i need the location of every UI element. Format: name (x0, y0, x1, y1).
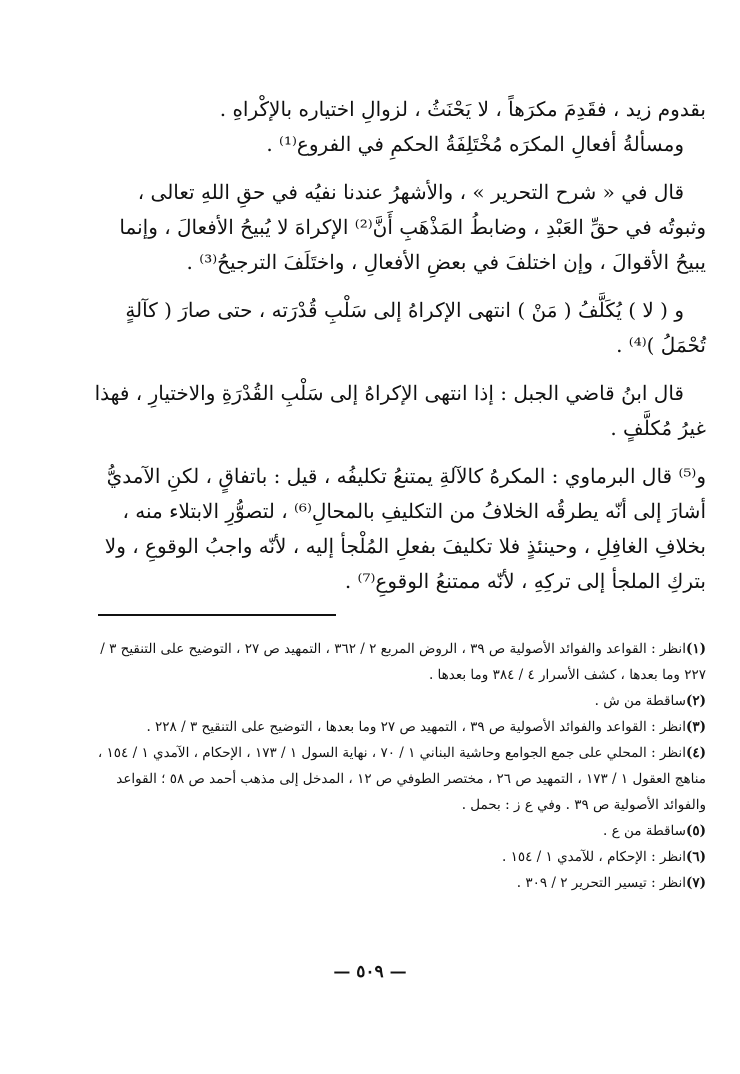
footnote-text: انظر : القواعد والفوائد الأصولية ص ٣٩ ، الروض المربع ٢ / ٣٦٢ ، التمهيد ص ٢٧ ، التوضيح على التنقيح ٣ / ٢٢٧ وما بعدها ، كشف الأسرار ٤ / ٣٨٤ وما بعدها . (100, 641, 706, 683)
footnote-text: انظر : المحلي على جمع الجوامع وحاشية البناني ١ / ٧٠ ، نهاية السول ١ / ١٧٣ ، الإحكام ، الآمدي ١ / ١٥٤ ، مناهج العقول ١ / ١٧٣ ، التمهيد ص ٢٦ ، مختصر الطوفي ص ١٢ ، المدخل إلى مذهب أحمد ص ٥٨ ؛ القواعد والفوائد الأصولية ص ٣٩ . وفي ع ز : بحمل . (97, 745, 706, 813)
footnote-text: انظر : تيسير التحرير ٢ / ٣٠٩ . (516, 875, 686, 891)
footnote (84, 688, 706, 714)
footnote-text: انظر : الإحكام ، للآمدي ١ / ١٥٤ . (502, 849, 686, 865)
footnote-divider (98, 614, 336, 616)
footnote-text: انظر : القواعد والفوائد الأصولية ص ٣٩ ، التمهيد ص ٢٧ وما بعدها ، التوضيح على التنقيح ٣ / ٢٢٨ . (146, 719, 686, 735)
footnotes (84, 636, 706, 896)
paragraph: و⁽⁵⁾ قال البرماوي : المكرهُ كالآلةِ يمتنعُ تكليفُه ، قيل : باتفاقٍ ، لكنِ الآمديُّ أشارَ إلى أنّه يطرقُه الخلافُ من التكليفِ بالمحالِ⁽⁶⁾ ، لتصوُّرِ الابتلاء منه ، بخلافِ الغافِلِ ، وحينئذٍ فلا تكليفَ بفعلِ المُلْجأ إليه ، لأنّه واجبُ الوقوعِ ، ولا بتركِ الملجأ إلى تركِهِ ، لأنّه ممتنعُ الوقوعِ⁽⁷⁾ . (104, 464, 706, 593)
footnote-text: ساقطة من ع . (603, 823, 686, 839)
paragraph: قال ابنُ قاضي الجبل : إذا انتهى الإكراهُ إلى سَلْبِ القُدْرَةِ والاختيارِ ، فهذا غيرُ مُكلَّفٍ . (94, 381, 706, 440)
page-number: — ٥٠٩ — (333, 962, 407, 982)
footnote (84, 818, 706, 844)
footnote-marker: (٥) (685, 823, 706, 839)
footnote (84, 714, 706, 740)
footnote-text: ساقطة من ش . (594, 693, 686, 709)
footnote-marker: (٧) (685, 875, 706, 891)
paragraph: قال في « شرح التحرير » ، والأشهرُ عندنا نفيُه في حقِ اللهِ تعالى ، وثبوتُه في حقِّ العَبْدِ ، وضابطُ المَذْهَبِ أَنَّ⁽²⁾ الإكراهَ لا يُبيحُ الأفعالَ ، وإنما يبيحُ الأقوالَ ، وإن اختلفَ في بعضِ الأفعالِ ، واختَلَفَ الترجيحُ⁽³⁾ . (119, 180, 706, 274)
paragraph: بقدوم زيد ، فقَدِمَ مكرَهاً ، لا يَحْنَثُ ، لزوالِ اختياره بالإكْراهِ . (219, 97, 706, 121)
footnote-marker: (٦) (685, 849, 706, 865)
footnote (84, 740, 706, 818)
footnote-marker: (٢) (685, 693, 706, 709)
footnote-marker: (٤) (685, 745, 706, 761)
footnote (84, 870, 706, 896)
paragraph: و ( لا ) يُكَلَّفُ ( مَنْ ) انتهى الإكراهُ إلى سَلْبِ قُدْرَته ، حتى صارَ ( كآلةٍ تُحْمَلُ )⁽⁴⁾ . (125, 298, 706, 357)
footnote (84, 636, 706, 688)
main-text (84, 92, 706, 599)
footnote-marker: (٣) (685, 719, 706, 735)
paragraph: ومسألةُ أفعالِ المكرَه مُخْتَلِفَةُ الحكمِ في الفروع⁽¹⁾ . (266, 132, 684, 156)
footnote-marker: (١) (685, 641, 706, 657)
footnote (84, 844, 706, 870)
